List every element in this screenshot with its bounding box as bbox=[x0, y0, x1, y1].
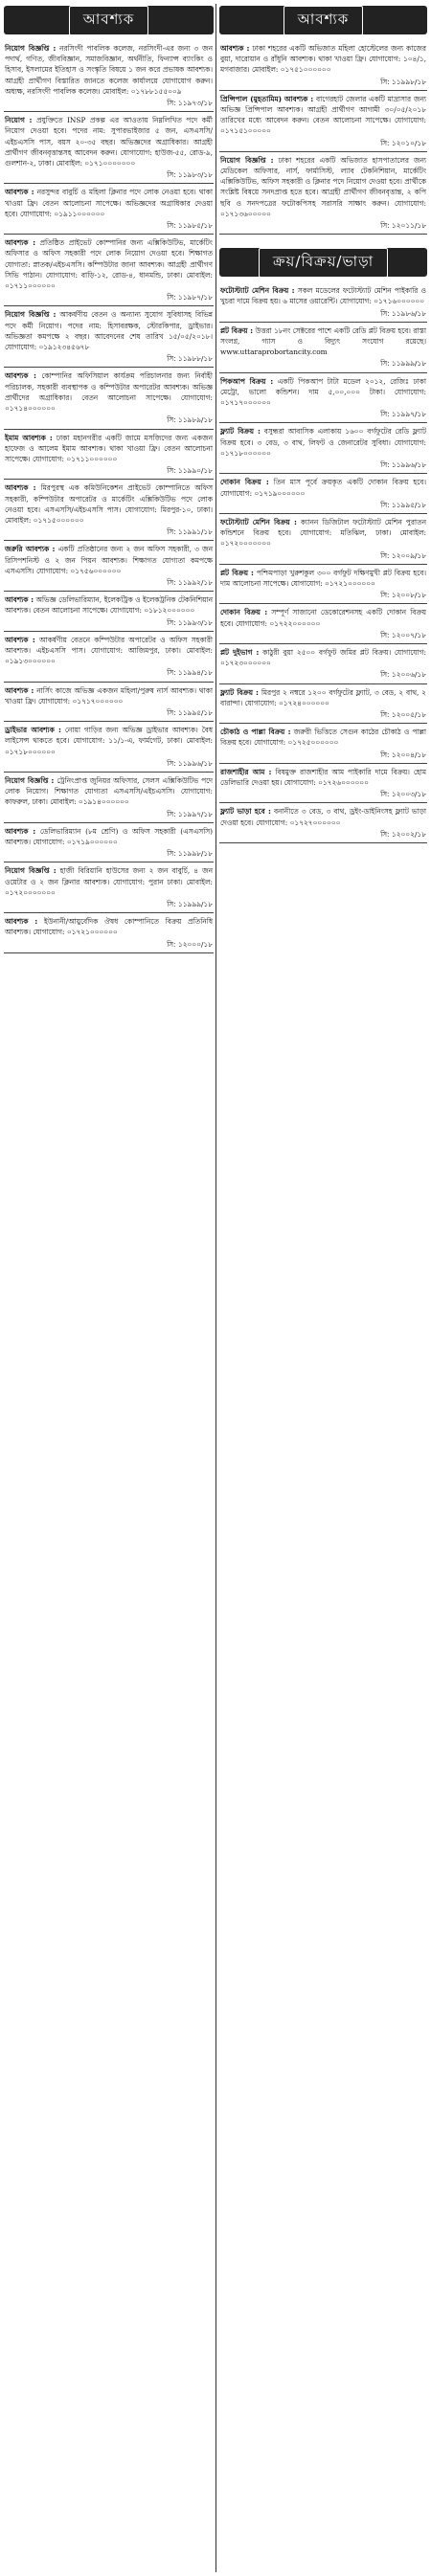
ad-title: নিয়োগ : bbox=[5, 116, 33, 125]
ad-code: সি: ১১৯৮৩/১৮ bbox=[167, 170, 213, 180]
ad-title: আবশ্যক : bbox=[5, 826, 36, 836]
ad-body: পশ্চিমপাড়া খুরুশকুল ৩০০ বর্গফুট দক্ষিণমুখী প্লট বিক্রয় হবে। দাম আলোচনা সাপেক্ষে। যোগাযোগ: ০১৭২১০০০০০০ bbox=[220, 568, 426, 588]
ad-code: সি: ১২০০৪/১৮ bbox=[380, 750, 426, 759]
ad-code: সি: ১২০০২/১৮ bbox=[380, 829, 426, 839]
ad-code: সি: ১১৯৮৮/১৮ bbox=[167, 354, 213, 364]
ad-title: প্লট দুইভাগ : bbox=[220, 647, 260, 657]
classified-ad bbox=[219, 474, 427, 514]
ad-code: সি: ১২০১১/১৮ bbox=[380, 221, 426, 231]
ad-body: মিরপুরস্থ এক কমিউনিকেশন প্রাইভেট কোম্পানিতে অফিস সহকারী, কম্পিউটার অপারেটর ও মার্কেটিং এক্সিকিউটিভ পদে লোক নেওয়া হবে। এসএসসি/এইচএসসি পাস। যোগাযোগ: মিরপুর-১০, ঢাকা। মোবাইল: ০১৭১৫০০০০০০ bbox=[5, 483, 213, 525]
ad-code: সি: ১২০০৬/১৮ bbox=[380, 670, 426, 680]
ad-body: কাঠুরী বুয়া ২৫০০ বর্গফুট জমির প্লট বিক্রয়। যোগাযোগ: ০১৭২৩০০০০০০ bbox=[220, 647, 426, 668]
ad-body: নার্সিং কাজে অভিজ্ঞ একজন মহিলা/পুরুষ নার্স আবশ্যক। থাকা খাওয়া ফ্রি। যোগাযোগ: ০১৭১৭০০০০০০ bbox=[5, 685, 213, 706]
sale-ad-list bbox=[219, 282, 427, 843]
ad-title: রাজশাহীর আম : bbox=[220, 767, 272, 776]
ad-body: ঢাকা শহরের একটি অভিজাত মহিলা হোস্টেলের জন্য কাজের বুয়া, দারোয়ান ও রাঁধুনি আবশ্যক। থাকা খাওয়া ফ্রি। যোগাযোগ: ১০৪/১, মগবাজার। মোবাইল: ০১৭৫১০০০০০০ bbox=[220, 44, 426, 75]
ad-title: আবশ্যক : bbox=[5, 371, 36, 381]
classified-ad bbox=[219, 764, 427, 804]
ad-title: নিয়োগ বিজ্ঞপ্তি : bbox=[5, 310, 57, 320]
sale-section-title: ক্রয়/বিক্রয়/ভাড়া bbox=[259, 248, 388, 278]
ad-code: সি: ১১৯৯২/১৮ bbox=[167, 577, 213, 587]
ad-title: প্লট বিক্রয় : bbox=[220, 568, 254, 577]
classified-ad bbox=[4, 306, 214, 368]
right-section-header bbox=[219, 6, 427, 34]
ad-code: সি: ১১৯৯৮/১৮ bbox=[167, 849, 213, 859]
classified-ad bbox=[4, 913, 214, 953]
sale-section-header bbox=[219, 248, 427, 277]
ad-title: আবশ্যক : bbox=[5, 483, 36, 493]
ad-title: আবশ্যক : bbox=[220, 44, 250, 53]
ad-body: বাগেরহাট জেলার একটি মাদ্রাসার জন্য অভিজ্ঞ প্রিন্সিপাল আবশ্যক। আগ্রহী প্রার্থীগণ আগামী ৩০/০৫/২০১৮ তারিখের মধ্যে আবেদন করুন। বেতন আলোচনা সাপেক্ষে। যোগাযোগ: ০১৭১৫১০০০০০ bbox=[220, 94, 426, 136]
ad-title: নিয়োগ বিজ্ঞপ্তি : bbox=[5, 44, 57, 53]
classified-ad bbox=[4, 592, 214, 632]
ad-body: নরসিংদী পাবলিক কলেজ, নরসিংদী-এর জন্য ৩ জন পদার্থ, গণিত, জীববিজ্ঞান, সমাজবিজ্ঞান, অর্থনীতি, ফিন্যান্স ব্যাংকিং ও হিসাব, ইসলামের ইতিহাস ও সংস্কৃতি বিষয়ে ১ জন করে প্রভাষক আবশ্যক। আগ্রহী প্রার্থীগণ বিস্তারিত জানতে কলেজ কার্যালয়ে যোগাযোগ করুন। অধ্যক্ষ, নরসিংদী পাবলিক কলেজ। মোবাইল: ০১৭৮৮১৫৫০০৯ bbox=[5, 44, 213, 96]
ad-title: আবশ্যক : bbox=[5, 238, 36, 248]
ad-title: প্লট বিক্রয় : bbox=[220, 325, 254, 335]
ad-body: জরুরী ভিত্তিতে সেগুন কাঠের চৌকাঠ ও পাল্লা বিক্রয় হবে। যোগাযোগ: ০১৭২৫০০০০০০ bbox=[220, 728, 426, 748]
ad-title: নিয়োগ বিজ্ঞপ্তি : bbox=[5, 775, 55, 785]
classified-ad bbox=[4, 773, 214, 823]
ad-title: ফ্ল্যাট ভাড়া হবে : bbox=[220, 807, 271, 817]
ad-body: নরসুন্দর বাবুর্চি ও মহিলা ক্লিনার পদে লোক নেওয়া হবে। থাকা খাওয়া ফ্রি। বেতন আলোচনা সাপেক্ষে। অভিজ্ঞদের অগ্রাধিকার দেওয়া হবে। যোগাযোগ: ০১৯১১০০০০০০ bbox=[5, 188, 213, 218]
classified-ad bbox=[4, 541, 214, 592]
ad-body: তিন মাস পূর্বে ক্রয়কৃত একটি দোকান বিক্রয় হবে। যোগাযোগ: ০১৭১৯০০০০০০ bbox=[220, 478, 426, 498]
right-section-title: আবশ্যক bbox=[284, 6, 364, 35]
classified-ad bbox=[219, 282, 427, 323]
ad-code: সি: ১১৯৮৬/১৮ bbox=[380, 308, 426, 318]
ad-body: অভিজ্ঞ ডেলিভারিম্যান, ইলেকট্রিক ও ইলেকট্রনিক টেকনিশিয়ান আবশ্যক। বেতন আলোচনা সাপেক্ষে। যোগাযোগ: ০১৮১২০০০০০০ bbox=[5, 595, 213, 616]
ad-code: সি: ১১৯৯৭/১৮ bbox=[167, 809, 213, 818]
ad-body: একটি প্রতিষ্ঠানের জন্য ২ জন অফিস সহকারী, ৩ জন রিসিপশনিস্ট ও ২ জন পিয়ন আবশ্যক। শিক্ষাগত যোগ্যতা কমপক্ষে এসএসসি। যোগাযোগ: ০১৭৫৬০০০০০০ bbox=[5, 545, 213, 575]
ad-body: ডেলিভারিম্যান (৮ম শ্রেণি) ও অফিস সহকারী (এসএসসি) আবশ্যক। যোগাযোগ: ০১৭১৯০০০০০০ bbox=[5, 826, 213, 846]
ad-code: সি: ১১৯৯৩/১৮ bbox=[167, 617, 213, 627]
classified-ad bbox=[219, 565, 427, 605]
ad-body: কোম্পানির অফিসিয়াল কার্যক্রম পরিচালনার জন্য নির্বাহী পরিচালক, সহকারী ব্যবস্থাপক ও কম্পিউটার অপারেটর আবশ্যক। অভিজ্ঞ প্রার্থীদের অগ্রাধিকার। বেতন আলোচনা সাপেক্ষে। যোগাযোগ: ০১৭১৪০০০০০০ bbox=[5, 371, 213, 414]
ad-title: ইমাম আবশ্যক : bbox=[5, 433, 53, 442]
ad-title: ফটোস্ট্যাট মেশিন বিক্রয় : bbox=[220, 517, 297, 526]
ad-title: আবশ্যক : bbox=[5, 188, 34, 197]
classified-ad bbox=[4, 184, 214, 235]
ad-body: নোয়া গাড়ির জন্য অভিজ্ঞ ড্রাইভার আবশ্যক। বৈধ লাইসেন্স থাকতে হবে। যোগাযোগ: ১১/১-এ, ফার্মগেট, ঢাকা। মোবাইল: ০১৭১৮০০০০০০ bbox=[5, 726, 213, 756]
ad-code: সি: ১২০১০/১৮ bbox=[380, 138, 426, 147]
left-section-header bbox=[4, 6, 214, 34]
ad-body: প্রযুক্তিতে INSP প্রকল্প এর আওতায় নিম্নলিখিত পদে কর্মী নিয়োগ দেওয়া হবে। পদের নাম: সুপারভাইজার ৫ জন, এসএসসি/এইচএসসি পাস, বয়স ২০-৩৫ বছর। অভিজ্ঞদের অগ্রাধিকার। আগ্রহী প্রার্থীগণ জীবনবৃত্তান্তসহ আবেদন করুন। যোগাযোগ: হাউজ-৫৫, রোড-৯, গুলশান-২, ঢাকা। মোবাইল: ০১৭১০০০০০০০ bbox=[5, 116, 213, 168]
ad-title: ফ্ল্যাট বিক্রয় : bbox=[220, 687, 259, 697]
ad-code: সি: ১১৯৯৯/১৮ bbox=[167, 900, 213, 909]
ad-code: সি: ১২০০৫/১৮ bbox=[380, 709, 426, 719]
classified-ad bbox=[4, 235, 214, 306]
classified-ad bbox=[4, 480, 214, 541]
ad-code: সি: ১১৯৮৯/১৮ bbox=[167, 415, 213, 425]
ad-body: মিরপুর ২ নম্বরে ১২০০ বর্গফুটের ফ্ল্যাট, ৩ বেড, ২ বাথ, ২ বারান্দা। যোগাযোগ: ০১৭২৪০০০০০০ bbox=[220, 687, 426, 707]
ad-title: জরুরি আবশ্যক : bbox=[5, 545, 56, 554]
left-section-title: আবশ্যক bbox=[69, 6, 149, 35]
classified-ad bbox=[219, 724, 427, 764]
left-ad-list bbox=[4, 40, 214, 953]
ad-body: সম্পূর্ণ সাজানো ডেকোরেশনসহ একটি দোকান বিক্রয় হবে। যোগাযোগ: ০১৭২২০০০০০০ bbox=[220, 608, 426, 628]
ad-body: ইউনানী/আয়ুর্বেদিক ঔষধ কোম্পানিতে বিক্রয় প্রতিনিধি আবশ্যক। যোগাযোগ: ০১৭২১০০০০০০ bbox=[5, 917, 213, 937]
classified-ad bbox=[4, 683, 214, 723]
ad-code: সি: ১১৯৯৫/১৮ bbox=[167, 707, 213, 717]
ad-code: সি: ১১৯৭৩/১৮ bbox=[167, 99, 213, 108]
ad-body: প্রতিষ্ঠিত প্রাইভেট কোম্পানির জন্য এক্সিকিউটিভ, মার্কেটিং অফিসার ও অফিস সহকারী পদে লোক নিয়োগ দেওয়া হবে। শিক্ষাগত যোগ্যতা: স্নাতক/এইচএসসি। কম্পিউটার জানা আবশ্যক। আগ্রহী প্রার্থীগণ সিভি পাঠান। যোগাযোগ: বাড়ি-১২, রোড-৪, ধানমন্ডি, ঢাকা। মোবাইল: ০১৭১১০০০০০০ bbox=[5, 238, 213, 291]
classified-ad bbox=[4, 368, 214, 429]
ad-body: ঢাকা মহানগরীর একটি জামে মসজিদের জন্য একজন হাফেজ ও আলেম ইমাম আবশ্যক। থাকা খাওয়া ফ্রি। বেতন আলোচনা সাপেক্ষে। যোগাযোগ: ০১৭১১০০০০০০ bbox=[5, 433, 213, 463]
ad-body: আকর্ষণীয় বেতনে কম্পিউটার অপারেটর ও অফিস সহকারী আবশ্যক। এইচএসসি পাস। যোগাযোগ: আজিমপুর, ঢাকা। মোবাইল: ০১৯১৩০০০০০০ bbox=[5, 635, 214, 666]
ad-body: হাজী বিরিয়ানি হাউসের জন্য ২ জন বাবুর্চি, ৪ জন ওয়েটার ও ২ জন ক্লিনার আবশ্যক। যোগাযোগ: পুরান ঢাকা। মোবাইল: ০১৭২০০০০০০০ bbox=[5, 866, 213, 897]
classified-ad bbox=[219, 152, 427, 235]
ad-body: বিষমুক্ত রাজশাহীর আম পাইকারি দামে বিক্রয়। হোম ডেলিভারি দেওয়া হয়। যোগাযোগ: ০১৭২৬০০০০০০ bbox=[220, 767, 427, 787]
classified-ad bbox=[219, 373, 427, 424]
classified-ad bbox=[219, 644, 427, 684]
classified-ad bbox=[4, 823, 214, 863]
right-column bbox=[219, 6, 427, 2572]
ad-code: সি: ১১৯৯৯/১৮ bbox=[380, 359, 426, 369]
ad-title: ড্রাইভার আবশ্যক : bbox=[5, 726, 61, 735]
ad-code: সি: ১১৯৯৪/১৮ bbox=[167, 668, 213, 678]
left-column bbox=[4, 6, 214, 2572]
ad-title: দোকান বিক্রয় : bbox=[220, 608, 268, 617]
ad-title: নিয়োগ বিজ্ঞপ্তি : bbox=[5, 866, 57, 876]
ad-code: সি: ১১৯৯১/১৮ bbox=[167, 527, 213, 537]
ad-body: ক্যানন ডিজিটাল ফটোস্ট্যাট মেশিন পুরাতন কন্ডিশনে বিক্রয় হবে। যোগাযোগ: মতিঝিল, ঢাকা। মোবাইল: ০১৭২০০০০০০০ bbox=[220, 517, 426, 549]
ad-title: আবশ্যক : bbox=[5, 595, 34, 605]
ad-code: সি: ১১৯৯৮/১৮ bbox=[380, 77, 426, 86]
ad-code: সি: ১১৯৮৭/১৮ bbox=[167, 293, 213, 302]
classified-ad bbox=[4, 430, 214, 481]
ad-body: বনানীতে ৩ বেড, ৩ বাথ, ড্রইং-ডাইনিংসহ ফ্ল্যাট ভাড়া দেওয়া হবে। যোগাযোগ: ০১৭২৭০০০০০০ bbox=[220, 807, 426, 827]
ad-body: বসুন্ধরা আবাসিক এলাকায় ১৬০০ বর্গফুটের রেডি ফ্ল্যাট বিক্রয় হবে। ৩ বেড, ৩ বাথ, লিফট ও জেনারেটর সুবিধা। যোগাযোগ: ০১৭১৮০০০০০০ bbox=[220, 427, 426, 458]
ad-title: দোকান বিক্রয় : bbox=[220, 478, 269, 487]
ad-body: ট্রেনিংপ্রাপ্ত জুনিয়র অফিসার, সেলস এক্সিকিউটিভ পদে লোক নিয়োগ। শিক্ষাগত যোগ্যতা এসএসসি/এইচএসসি। যোগাযোগ: কাফরুল, ঢাকা। মোবাইল: ০১৯১৪০০০০০০ bbox=[5, 775, 214, 807]
ad-code: সি: ১১৯৮৫/১৮ bbox=[167, 221, 213, 231]
classified-ad bbox=[219, 323, 427, 373]
classified-ad bbox=[219, 514, 427, 565]
ad-title: আবশ্যক : bbox=[5, 635, 35, 644]
ad-title: নিয়োগ বিজ্ঞপ্তি : bbox=[220, 155, 274, 165]
classified-ad bbox=[219, 40, 427, 91]
classified-ad bbox=[219, 91, 427, 152]
ad-code: সি: ১২০০৭/১৮ bbox=[380, 630, 426, 639]
ad-title: পিকআপ বিক্রয় : bbox=[220, 376, 274, 386]
ad-title: ফ্ল্যাট বিক্রয় : bbox=[220, 427, 261, 437]
ad-title: চৌকাঠ ও পাল্লা বিক্রয় : bbox=[220, 728, 291, 737]
ad-body: সকল মডেলের ফটোস্ট্যাট মেশিন পাইকারি ও খুচরা দামে বিক্রয় হয়। ৬ মাসের ওয়ারেন্টি। যোগাযোগ: ০১৭১৬০০০০০০ bbox=[220, 286, 426, 306]
ad-code: সি: ১২০০৩/১৮ bbox=[380, 790, 426, 799]
right-job-ad-list bbox=[219, 40, 427, 235]
ad-code: সি: ১১৯৯৫/১৮ bbox=[380, 500, 426, 509]
ad-body: উত্তরা ১৮নং সেক্টরের পাশে একটি রেডি প্লট বিক্রয় হবে। রাস্তা সংলগ্ন, গ্যাস ও বিদ্যুৎ সংযোগ রয়েছে। www.uttaraprobortancity.com bbox=[220, 325, 427, 357]
ad-body: আকর্ষণীয় বেতন ও অন্যান্য সুযোগ সুবিধাসহ বিভিন্ন পদে কর্মী নিয়োগ। পদের নাম: হিসাবরক্ষক, স্টোরকিপার, ড্রাইভার। অভিজ্ঞতা কমপক্ষে ২ বছর। আবেদনের শেষ তারিখ ১৫/০৫/২০১৮। যোগাযোগ: ০১৯১২৩৪৫৬৭৮ bbox=[5, 310, 213, 352]
ad-code: সি: ১২০০০/১৮ bbox=[167, 939, 213, 949]
ad-code: সি: ১১৯৯৬/১৮ bbox=[167, 758, 213, 768]
ad-code: সি: ১১৯৯৬/১৮ bbox=[380, 460, 426, 470]
classified-ad bbox=[4, 722, 214, 773]
ad-code: সি: ১২০০৮/১৮ bbox=[380, 591, 426, 600]
ad-title: প্রিন্সিপাল (মুহতামিম) আবশ্যক : bbox=[220, 94, 314, 103]
classified-ad bbox=[4, 862, 214, 913]
ad-code: সি: ১১৯৯৭/১৮ bbox=[380, 410, 426, 419]
classified-ad bbox=[219, 604, 427, 644]
classified-ad bbox=[4, 632, 214, 683]
classified-ad bbox=[219, 684, 427, 725]
ad-title: আবশ্যক : bbox=[5, 685, 34, 695]
ad-code: সি: ১২০০৯/১৮ bbox=[380, 550, 426, 560]
ad-title: ফটোস্ট্যাট মেশিন বিক্রয় : bbox=[220, 286, 295, 296]
classified-ad bbox=[4, 40, 214, 112]
ad-body: ঢাকা শহরের একটি অভিজাত হাসপাতালের জন্য মেডিকেল অফিসার, নার্স, ফার্মাসিস্ট, ল্যাব টেকনিশিয়ান, মার্কেটিং এক্সিকিউটিভ, অফিস সহকারী ও ক্লিনার পদে নিয়োগ দেওয়া হবে। প্রার্থীকে সংশ্লিষ্ট বিষয়ে সনদপ্রাপ্ত হতে হবে। আগ্রহী প্রার্থীগণ জীবনবৃত্তান্ত, ২ কপি ছবি ও সনদপত্রের ফটোকপিসহ সরাসরি সাক্ষাৎ করুন। যোগাযোগ: ০১৭১৩৬০০০০০ bbox=[220, 155, 426, 218]
ad-title: আবশ্যক : bbox=[5, 917, 38, 927]
classified-ad bbox=[219, 803, 427, 843]
classified-ad bbox=[4, 112, 214, 184]
ad-body: একটি পিকআপ টাটা মডেল ২০১২, রেজিঃ ঢাকা মেট্রো, ভালো কন্ডিশন। দাম ৫,০০,০০০ টাকা। যোগাযোগ: ০১৭১৭০০০০০০ bbox=[220, 376, 426, 408]
classified-ad bbox=[219, 423, 427, 474]
ad-code: সি: ১১৯৯০/১৮ bbox=[167, 466, 213, 476]
